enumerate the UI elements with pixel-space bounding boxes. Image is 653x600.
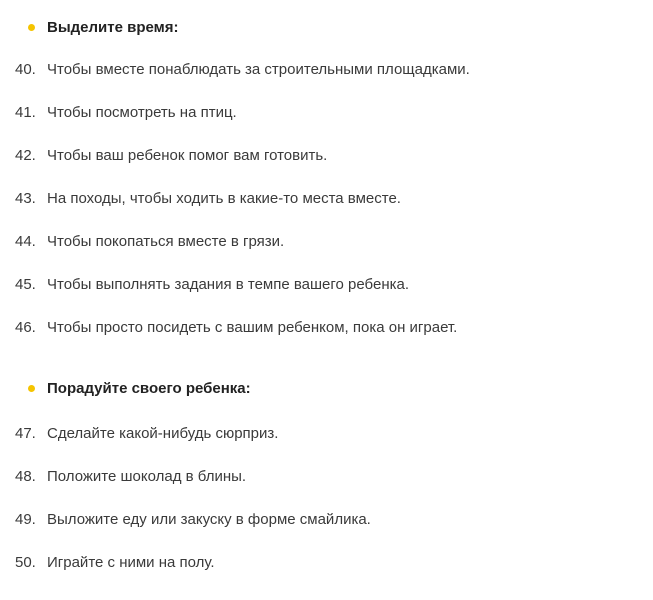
item-text: Чтобы ваш ребенок помог вам готовить. [47, 147, 328, 164]
section-heading [0, 16, 653, 38]
list-item [0, 91, 653, 134]
item-number: 49. [15, 511, 36, 528]
tips-list [0, 412, 653, 584]
item-number: 43. [15, 190, 36, 207]
item-text: Чтобы выполнять задания в темпе вашего ребенка. [47, 276, 410, 293]
tips-list [0, 48, 653, 349]
item-number: 46. [15, 319, 36, 336]
item-text: Выложите еду или закуску в форме смайлика. [47, 511, 371, 528]
item-number: 45. [15, 276, 36, 293]
item-text: На походы, чтобы ходить в какие-то места вместе. [47, 190, 401, 207]
item-text: Чтобы покопаться вместе в грязи. [47, 233, 285, 250]
list-item [0, 48, 653, 91]
list-item [0, 220, 653, 263]
list-item [0, 455, 653, 498]
section-surprise-child [0, 377, 653, 584]
item-number: 50. [15, 554, 36, 571]
bullet-dot-icon [28, 24, 35, 31]
item-text: Положите шоколад в блины. [47, 468, 247, 485]
item-number: 42. [15, 147, 36, 164]
item-text: Чтобы посмотреть на птиц. [47, 104, 237, 121]
item-text: Сделайте какой-нибудь сюрприз. [47, 425, 279, 442]
section-heading [0, 377, 653, 399]
section-title: Выделите время: [47, 18, 179, 36]
item-number: 44. [15, 233, 36, 250]
item-number: 41. [15, 104, 36, 121]
list-item [0, 177, 653, 220]
bullet-dot-icon [28, 385, 35, 392]
list-item [0, 412, 653, 455]
section-make-time [0, 16, 653, 349]
section-title: Порадуйте своего ребенка: [47, 379, 251, 397]
list-item [0, 263, 653, 306]
item-text: Чтобы просто посидеть с вашим ребенком, пока он играет. [47, 319, 458, 336]
item-text: Играйте с ними на полу. [47, 554, 215, 571]
list-item [0, 134, 653, 177]
item-number: 47. [15, 425, 36, 442]
item-number: 48. [15, 468, 36, 485]
list-item [0, 541, 653, 584]
list-item [0, 498, 653, 541]
item-text: Чтобы вместе понаблюдать за строительными площадками. [47, 61, 470, 78]
item-number: 40. [15, 61, 36, 78]
list-item [0, 306, 653, 349]
